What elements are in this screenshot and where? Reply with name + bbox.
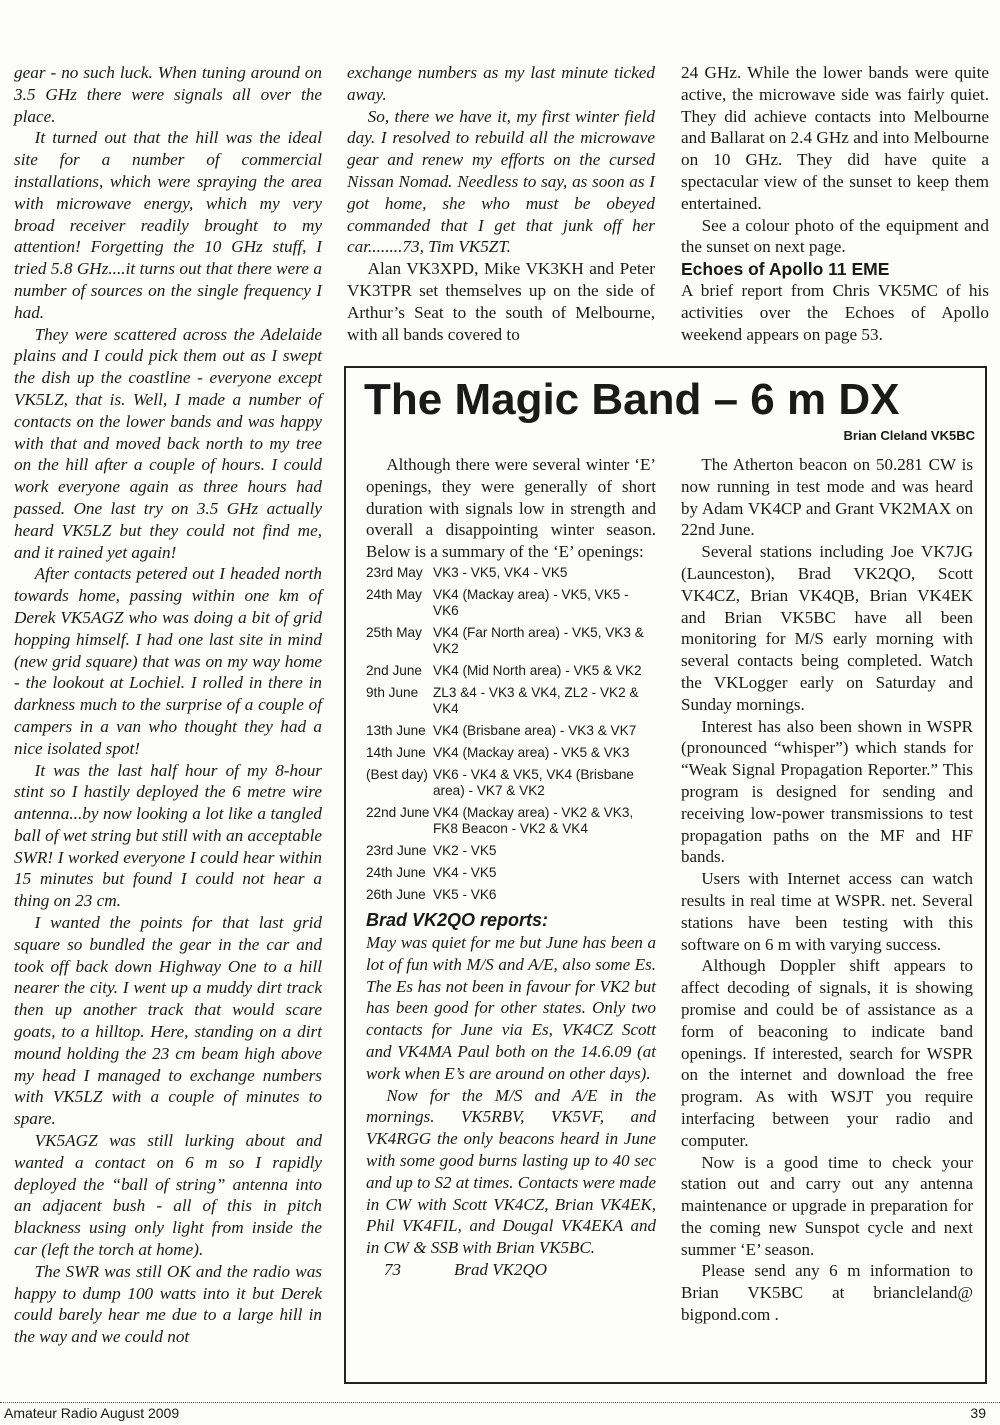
opening-row: [366, 587, 656, 619]
opening-row: [366, 745, 656, 761]
opening-date: 22nd June: [366, 804, 430, 820]
opening-date: 23rd June: [366, 843, 427, 859]
opening-row: [366, 865, 656, 881]
footer-divider: [0, 1402, 1000, 1403]
article-paragraph: Several stations including Joe VK7JG (Launceston), Brad VK2QO, Scott VK4CZ, Brian VK4QB, Brian VK4EK and Brian VK5BC have all been monitoring for M/S early morning with several contacts being completed. Watch the VKLogger early on Saturday and Sunday mornings.: [681, 542, 973, 714]
opening-paths: VK2 - VK5: [433, 843, 497, 859]
opening-row: [366, 663, 656, 679]
col2-paragraph: Alan VK3XPD, Mike VK3KH and Peter VK3TPR set themselves up on the side of Arthur’s Seat to the south of Melbourne, with all bands covered to: [347, 259, 655, 344]
signoff-number: 73: [384, 1259, 401, 1279]
echoes-heading: Echoes of Apollo 11 EME: [681, 259, 890, 280]
article-paragraph: The Atherton beacon on 50.281 CW is now running in test mode and was heard by Adam VK4CP and Grant VK2MAX on 22nd June.: [681, 455, 973, 540]
opening-date: 23rd May: [366, 564, 423, 580]
brad-paragraph: Now for the M/S and A/E in the mornings. VK5RBV, VK5VF, and VK4RGG the only beacons heard in June with some good burns lasting up to 40 sec and up to S2 at times. Contacts were made in CW with Scott VK4CZ, Brian VK4EK, Phil VK4FIL, and Dougal VK4EKA and in CW & SSB with Brian VK5BC.: [366, 1085, 656, 1258]
col1-paragraph: They were scattered across the Adelaide plains and I could pick them out as I swept the dish up the coastline - everyone except VK5LZ, that is. Well, I made a number of contacts on the lower bands and was happy with that and moved back north to my tree on the hill after a couple of hours. I could work everyone again as three hours had passed. One last try on 3.5 GHz actually heard VK5LZ but they could not find me, and it rained yet again!: [14, 324, 322, 562]
article-column-right: [681, 454, 973, 1326]
magic-band-article-box: [344, 366, 987, 1384]
col1-paragraph: I wanted the points for that last grid square so bundled the gear in the car and took off back down Highway One to a hill nearer the city. I went up a muddy dirt track then up another track that would scare goats, to a hilltop. Here, standing on a dirt mound holding the 23 cm beam high above my head I managed to exchange numbers with VK5LZ with a couple of minutes to spare.: [14, 913, 322, 1129]
opening-paths: ZL3 &4 - VK3 & VK4, ZL2 - VK2 & VK4: [433, 684, 639, 717]
opening-row: [366, 843, 656, 859]
col2-paragraph: So, there we have it, my first winter field day. I resolved to rebuild all the microwave gear and renew my efforts on the cursed Nissan Nomad. Needless to say, as soon as I got home, she who must be obeyed commanded that I get that junk off her car........73, Tim VK5ZT.: [347, 106, 655, 257]
article-paragraph: Please send any 6 m information to Brian VK5BC at briancleland@ bigpond.com .: [681, 1261, 973, 1325]
col1-paragraph: After contacts petered out I headed north towards home, passing within one km of Derek VK5AGZ who was doing a bit of grid hopping himself. I had one last site in mind (new grid square) that was on my way home - the lookout at Lochiel. I rolled in there in darkness much to the surprise of a couple of campers in a van who thought they had a nice isolated spot!: [14, 564, 322, 758]
col3-paragraph: 24 GHz. While the lower bands were quite active, the microwave side was fairly quiet. They did achieve contacts into Melbourne and Ballarat on 2.4 GHz and into Melbourne on 10 GHz. They did have quite a spectacular view of the sunset to keep them entertained.: [681, 63, 989, 213]
opening-date: 9th June: [366, 684, 419, 700]
brad-signoff: [366, 1259, 656, 1281]
opening-date: 26th June: [366, 886, 426, 902]
article-column-left: [366, 454, 656, 1281]
opening-date: 24th June: [366, 864, 426, 880]
opening-paths: VK4 (Mackay area) - VK5, VK5 - VK6: [433, 586, 629, 619]
article-paragraph: Users with Internet access can watch results in real time at WSPR. net. Several stations have been testing with this software on 6 m with varying success.: [681, 869, 973, 954]
opening-date: 14th June: [366, 744, 426, 760]
opening-paths: VK3 - VK5, VK4 - VK5: [433, 564, 568, 580]
col1-paragraph: It was the last half hour of my 8-hour stint so I hastily deployed the 6 metre wire antenna...by now looking a lot like a tangled ball of wet string but still with an acceptable SWR! I worked everyone I could hear within 15 minutes but found I could not hear a thing on 23 cm.: [14, 760, 322, 911]
opening-row: [366, 625, 656, 657]
opening-row: [366, 723, 656, 739]
col3-paragraph: A brief report from Chris VK5MC of his activities over the Echoes of Apollo weekend appears on page 53.: [681, 281, 989, 344]
opening-date: 2nd June: [366, 663, 422, 679]
col1-paragraph: VK5AGZ was still lurking about and wanted a contact on 6 m so I rapidly deployed the “ball of string” antenna into an adjacent bush - all of this in pitch blackness using only light from inside the car (left the torch at home).: [14, 1131, 322, 1260]
opening-paths: VK4 - VK5: [433, 864, 497, 880]
article-author: Brian Cleland VK5BC: [843, 428, 975, 443]
column-1: [14, 62, 322, 1348]
opening-paths: VK4 (Mackay area) - VK5 & VK3: [433, 744, 630, 760]
opening-row: [366, 805, 656, 837]
opening-row: [366, 565, 656, 581]
brad-paragraph: May was quiet for me but June has been a lot of fun with M/S and A/E, also some Es. The Es has not been in favour for VK2 but has been good for other states. Only two contacts for June via Es, VK4CZ Scott and VK4MA Paul both on the 14.6.09 (at work when E’s are around on other days).: [366, 933, 656, 1083]
opening-date: 25th May: [366, 624, 422, 640]
opening-paths: VK4 (Mid North area) - VK5 & VK2: [433, 663, 642, 679]
col1-paragraph: The SWR was still OK and the radio was happy to dump 100 watts into it but Derek could barely hear me due to a large hill in the way and we could not: [14, 1261, 322, 1347]
brad-report-heading: Brad VK2QO reports:: [366, 910, 549, 930]
openings-list: [366, 565, 656, 903]
article-paragraph: Now is a good time to check your station out and carry out any antenna maintenance or upgrade in preparation for the coming new Sunspot cycle and next summer ‘E’ season.: [681, 1152, 973, 1259]
article-intro: Although there were several winter ‘E’ openings, they were generally of short duration with signals low in strength and overall a disappointing winter season. Below is a summary of the ‘E’ openings:: [366, 455, 656, 562]
col1-paragraph: gear - no such luck. When tuning around on 3.5 GHz there were signals all over the place.: [14, 63, 322, 126]
article-title: The Magic Band – 6 m DX: [364, 375, 900, 424]
column-3: [681, 62, 989, 346]
opening-row: [366, 887, 656, 903]
opening-paths: VK6 - VK4 & VK5, VK4 (Brisbane area) - VK7 & VK2: [433, 766, 634, 799]
opening-paths: VK5 - VK6: [433, 886, 497, 902]
col1-paragraph: It turned out that the hill was the ideal site for a number of commercial installations, which were spraying the area with microwave energy, which my very broad receiver readily brought to my attention! Forgetting the 10 GHz stuff, I tried 5.8 GHz....it turns out that there were a number of sources on the single frequency I had.: [14, 128, 322, 322]
opening-row: [366, 767, 656, 799]
opening-paths: VK4 (Mackay area) - VK2 & VK3, FK8 Beacon - VK2 & VK4: [433, 804, 634, 837]
opening-date: (Best day): [366, 766, 428, 782]
article-paragraph: Although Doppler shift appears to affect decoding of signals, it is showing promise and could be of assistance as a form of beaconing to indicate band openings. If interested, search for WSPR on the internet and download the free program. As with WSJT you require interfacing between your radio and computer.: [681, 956, 973, 1150]
opening-paths: VK4 (Far North area) - VK5, VK3 & VK2: [433, 624, 644, 657]
col3-paragraph: See a colour photo of the equipment and the sunset on next page.: [681, 215, 989, 257]
footer-publication: Amateur Radio August 2009: [4, 1405, 180, 1421]
opening-date: 24th May: [366, 586, 422, 602]
page-number: 39: [970, 1405, 986, 1421]
signoff-name: Brad VK2QO: [454, 1259, 548, 1279]
opening-paths: VK4 (Brisbane area) - VK3 & VK7: [433, 723, 637, 739]
opening-date: 13th June: [366, 723, 426, 739]
article-paragraph: Interest has also been shown in WSPR (pronounced “whisper”) which stands for “Weak Signal Propagation Reporter.” This program is designed for sending and receiving low-power transmissions to test propagation paths on the MF and HF bands.: [681, 716, 973, 867]
column-2: [347, 62, 655, 345]
opening-row: [366, 685, 656, 717]
col2-paragraph: exchange numbers as my last minute ticked away.: [347, 63, 655, 104]
